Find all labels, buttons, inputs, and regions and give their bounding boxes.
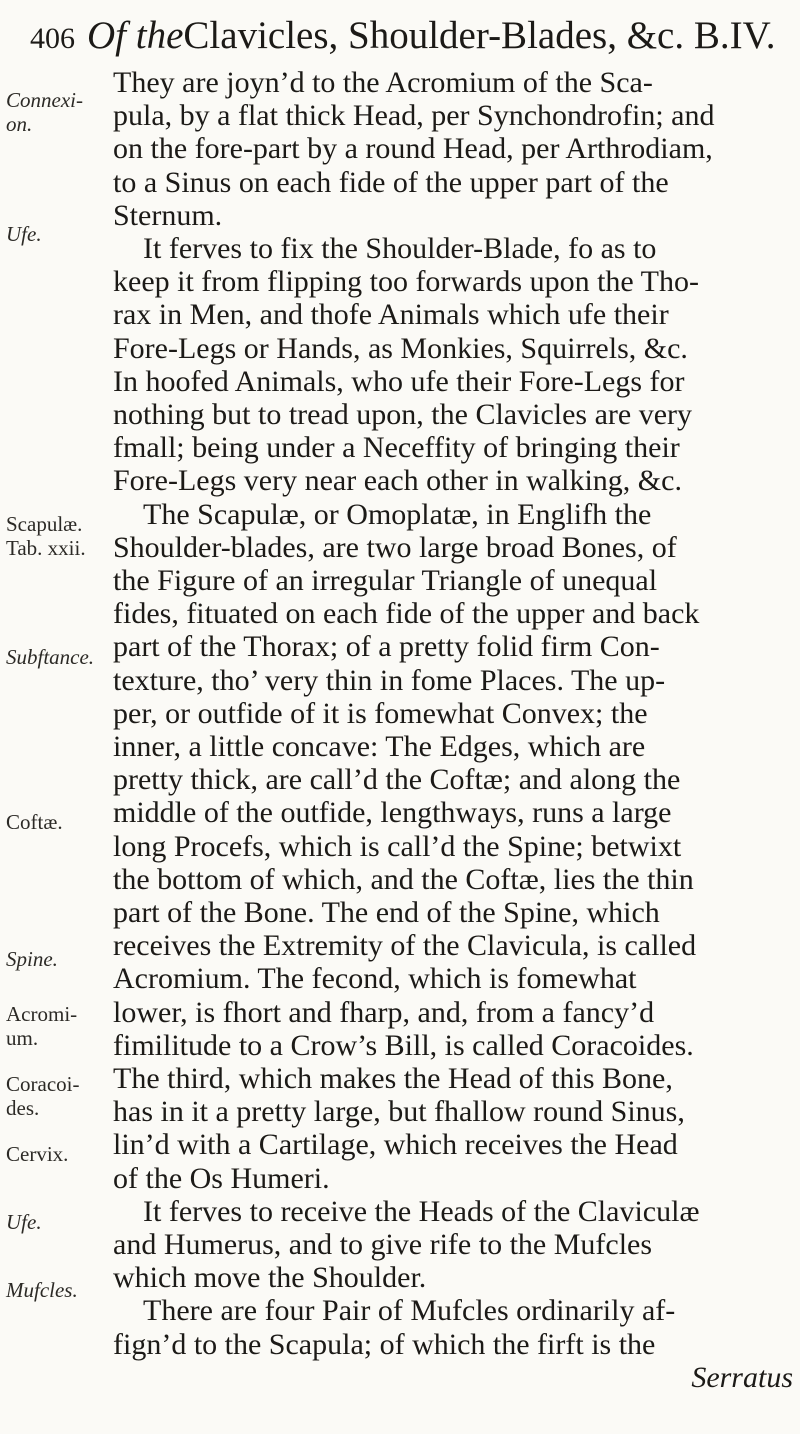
text-line: pula, by a flat thick Head, per Synchondrofin; and bbox=[113, 99, 715, 133]
margin-note: Cervix. bbox=[6, 1142, 69, 1166]
margin-note: Coracoi- bbox=[6, 1072, 80, 1096]
text-line: the bottom of which, and the Coftæ, lies the thin bbox=[113, 862, 694, 896]
text-line: Shoulder-blades, are two large broad Bones, of bbox=[113, 530, 677, 564]
margin-note: Ufe. bbox=[6, 222, 42, 246]
text-line: It ferves to receive the Heads of the Claviculæ bbox=[143, 1194, 700, 1228]
header-title: Clavicles, Shoulder-Blades, &c. B.IV. bbox=[183, 14, 776, 57]
text-line: long Procefs, which is call’d the Spine; betwixt bbox=[113, 829, 682, 863]
text-line: has in it a pretty large, but fhallow round Sinus, bbox=[113, 1095, 685, 1129]
text-line: lin’d with a Cartilage, which receives the Head bbox=[113, 1128, 678, 1162]
text-line: lower, is fhort and fharp, and, from a fancy’d bbox=[113, 995, 655, 1029]
text-line: per, or outfide of it is fomewhat Convex; the bbox=[113, 696, 648, 730]
text-line: inner, a little concave: The Edges, which are bbox=[113, 730, 646, 763]
margin-notes bbox=[0, 0, 110, 1434]
text-line: Fore-Legs very near each other in walking, &c. bbox=[113, 464, 682, 498]
text-line: texture, tho’ very thin in fome Places. The up- bbox=[113, 663, 666, 697]
text-line: Sternum. bbox=[113, 198, 223, 232]
text-line: fmall; being under a Neceffity of bringing their bbox=[113, 431, 680, 465]
text-line: fign’d to the Scapula; of which the firft is the bbox=[113, 1327, 656, 1361]
text-line: middle of the outfide, lengthways, runs a large bbox=[113, 796, 672, 830]
text-line: nothing but to tread upon, the Clavicles are very bbox=[113, 398, 693, 431]
running-header bbox=[30, 6, 790, 66]
margin-note: Coftæ. bbox=[6, 810, 63, 834]
text-line: of the Os Humeri. bbox=[113, 1161, 330, 1195]
text-line: and Humerus, and to give rife to the Mufcles bbox=[113, 1228, 653, 1261]
margin-note: um. bbox=[6, 1026, 39, 1050]
text-line: The Scapulæ, or Omoplatæ, in Englifh the bbox=[143, 497, 652, 531]
margin-note: Acromi- bbox=[6, 1002, 78, 1026]
text-line: They are joyn’d to the Acromium of the Sca- bbox=[113, 66, 653, 99]
text-line: on the fore-part by a round Head, per Arthrodiam, bbox=[113, 132, 713, 166]
margin-note: des. bbox=[6, 1096, 40, 1120]
text-line: fides, fituated on each fide of the upper and back bbox=[113, 597, 700, 631]
text-line: It ferves to fix the Shoulder-Blade, fo as to bbox=[143, 232, 657, 265]
text-line: receives the Extremity of the Clavicula, is called bbox=[113, 929, 697, 963]
margin-note: Ufe. bbox=[6, 1210, 42, 1234]
body-text bbox=[113, 66, 793, 1426]
margin-note: Mufcles. bbox=[6, 1278, 78, 1302]
text-line: There are four Pair of Mufcles ordinarily af- bbox=[143, 1294, 676, 1328]
text-line: The third, which makes the Head of this Bone, bbox=[113, 1062, 673, 1095]
text-line: Serratus bbox=[691, 1360, 793, 1394]
text-line: keep it from flipping too forwards upon the Tho- bbox=[113, 265, 699, 299]
text-line: the Figure of an irregular Triangle of unequal bbox=[113, 564, 658, 597]
margin-note: Tab. xxii. bbox=[6, 536, 86, 560]
margin-note: Spine. bbox=[6, 947, 58, 971]
text-line: rax in Men, and thofe Animals which ufe their bbox=[113, 298, 669, 332]
text-line: Acromium. The fecond, which is fomewhat bbox=[113, 962, 637, 996]
text-line: fimilitude to a Crow’s Bill, is called Coracoides. bbox=[113, 1028, 694, 1062]
text-line: pretty thick, are call’d the Coftæ; and along the bbox=[113, 763, 681, 797]
margin-note: Scapulæ. bbox=[6, 512, 83, 536]
header-title-italic: Of the bbox=[87, 14, 184, 57]
margin-note: Subftance. bbox=[6, 645, 95, 669]
margin-note: on. bbox=[6, 112, 33, 136]
page-number: 406 bbox=[30, 22, 75, 55]
text-line: In hoofed Animals, who ufe their Fore-Legs for bbox=[113, 364, 685, 398]
text-line: Fore-Legs or Hands, as Monkies, Squirrels, &c. bbox=[113, 331, 688, 365]
text-line: part of the Bone. The end of the Spine, which bbox=[113, 896, 660, 929]
text-line: to a Sinus on each fide of the upper part of the bbox=[113, 165, 669, 199]
margin-note: Connexi- bbox=[6, 88, 83, 112]
text-line: part of the Thorax; of a pretty folid firm Con- bbox=[113, 630, 660, 664]
text-line: which move the Shoulder. bbox=[113, 1261, 427, 1295]
